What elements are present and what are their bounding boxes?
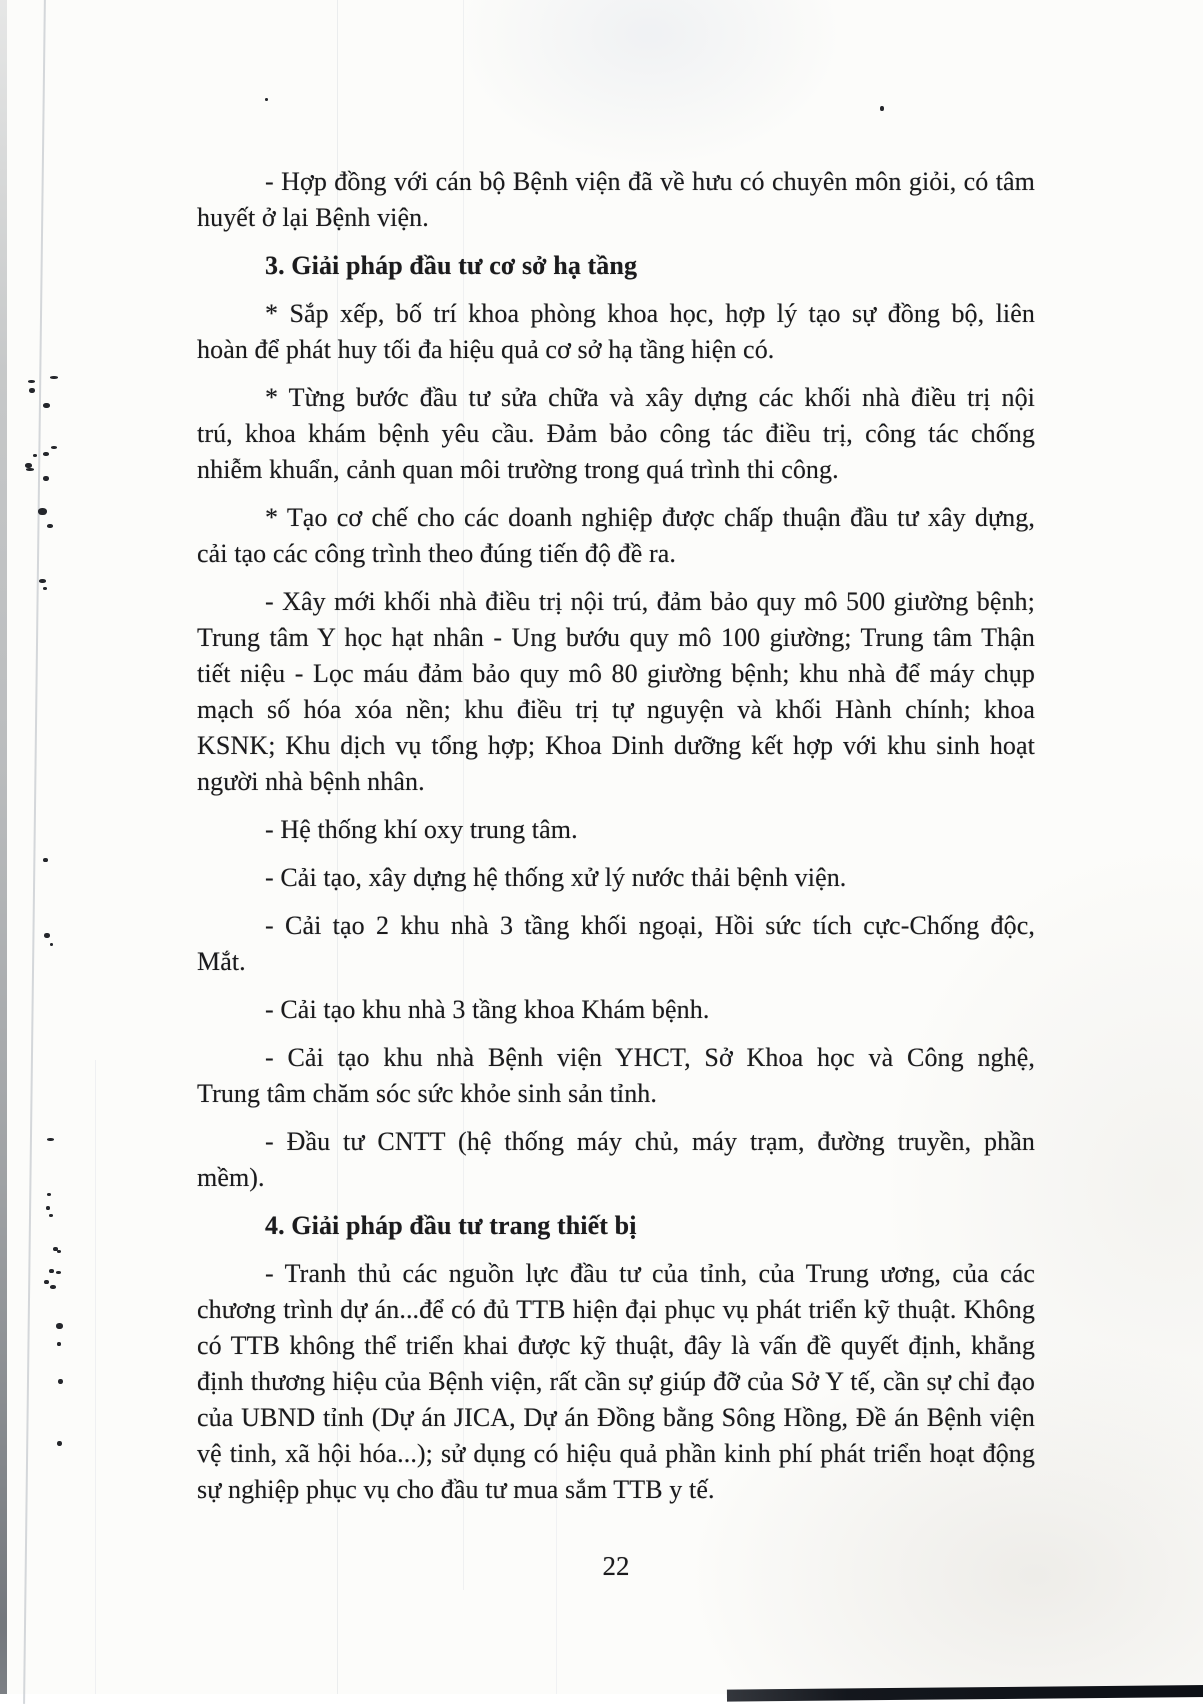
scan-speck <box>50 943 53 946</box>
scan-speck <box>28 380 35 383</box>
scan-speck <box>50 1285 56 1289</box>
paragraph <box>197 380 1035 488</box>
scan-speck <box>57 1250 61 1253</box>
text-line: * Từng bước đầu tư sửa chữa và xây dựng các khối nhà điều trị nội <box>265 383 1035 412</box>
text-line: - Hệ thống khí oxy trung tâm. <box>265 815 578 844</box>
text-line: 3. Giải pháp đầu tư cơ sở hạ tầng <box>265 251 638 280</box>
paragraph <box>197 860 1035 896</box>
paragraph <box>197 584 1035 800</box>
scan-speck <box>57 1441 62 1446</box>
scan-speck <box>44 933 50 938</box>
text-line: - Tranh thủ các nguồn lực đầu tư của tỉnh, của Trung ương, của các <box>265 1259 1035 1288</box>
section-heading <box>197 1208 1035 1244</box>
scan-speck <box>56 1323 63 1329</box>
text-line: định thương hiệu của Bệnh viện, rất cần sự giúp đỡ của Sở Y tế, cần sự chỉ đạo <box>197 1367 1035 1396</box>
paragraph <box>197 1124 1035 1196</box>
scan-speck <box>47 524 53 528</box>
scan-speck <box>57 1342 61 1346</box>
text-line: có TTB không thể triển khai được kỹ thuật, đây là vấn đề quyết định, khẳng <box>197 1331 1035 1360</box>
text-line: - Cải tạo khu nhà Bệnh viện YHCT, Sở Khoa học và Công nghệ, <box>265 1043 1035 1072</box>
scan-speck <box>47 1138 54 1141</box>
text-line: nhiễm khuẩn, cảnh quan môi trường trong quá trình thi công. <box>197 455 839 484</box>
scan-speck <box>33 454 37 457</box>
text-line: - Đầu tư CNTT (hệ thống máy chủ, máy trạm, đường truyền, phần <box>265 1127 1035 1156</box>
scan-speck <box>50 376 58 379</box>
text-line: mềm). <box>197 1163 265 1192</box>
text-line: * Sắp xếp, bố trí khoa phòng khoa học, hợp lý tạo sự đồng bộ, liên <box>265 299 1035 328</box>
scan-speck <box>43 452 49 456</box>
scan-speck <box>39 579 46 583</box>
footer-scan-bar <box>727 1685 1203 1702</box>
page-number: 22 <box>602 1551 630 1581</box>
scan-speck <box>43 858 48 862</box>
scan-speck <box>43 403 50 408</box>
scan-speck <box>26 468 34 471</box>
paragraph <box>197 1256 1035 1508</box>
paragraph <box>197 500 1035 572</box>
scan-speck <box>43 587 47 590</box>
text-line: Trung tâm chăm sóc sức khỏe sinh sản tỉnh. <box>197 1079 658 1108</box>
text-line: của UBND tỉnh (Dự án JICA, Dự án Đồng bằng Sông Hồng, Đề án Bệnh viện <box>197 1403 1035 1432</box>
text-line: người nhà bệnh nhân. <box>197 767 425 796</box>
paragraph <box>197 908 1035 980</box>
scan-speck <box>58 1379 63 1384</box>
page-edge-line <box>23 0 46 1704</box>
fold-line <box>95 1060 96 1694</box>
text-line: - Xây mới khối nhà điều trị nội trú, đảm bảo quy mô 500 giường bệnh; <box>265 587 1035 616</box>
scan-speck <box>43 476 49 481</box>
text-line: vệ tinh, xã hội hóa...); sử dụng có hiệu quả phần kinh phí phát triển hoạt động <box>197 1439 1035 1468</box>
paragraph <box>197 164 1035 236</box>
scan-speck <box>51 446 57 449</box>
text-line: - Hợp đồng với cán bộ Bệnh viện đã về hưu có chuyên môn giỏi, có tâm <box>265 167 1035 196</box>
text-line: hoàn để phát huy tối đa hiệu quả cơ sở hạ tầng hiện có. <box>197 335 775 364</box>
page-edge-shadow <box>0 0 7 1694</box>
scan-speck <box>49 1269 54 1273</box>
text-line: trú, khoa khám bệnh yêu cầu. Đảm bảo công tác điều trị, công tác chống <box>197 419 1035 448</box>
text-line: tiết niệu - Lọc máu đảm bảo quy mô 80 giường bệnh; khu nhà để máy chụp <box>197 659 1035 688</box>
scan-speck <box>56 1271 61 1274</box>
scan-speck <box>265 98 268 101</box>
document-body <box>197 164 1035 1508</box>
scan-speck <box>44 1280 49 1284</box>
text-line: - Cải tạo khu nhà 3 tầng khoa Khám bệnh. <box>265 995 710 1024</box>
paragraph <box>197 296 1035 368</box>
text-line: cải tạo các công trình theo đúng tiến độ đề ra. <box>197 539 677 568</box>
text-line: Trung tâm Y học hạt nhân - Ung bướu quy mô 100 giường; Trung tâm Thận <box>197 623 1035 652</box>
text-line: mạch số hóa xóa nền; khu điều trị tự nguyện và khối Hành chính; khoa <box>197 695 1035 724</box>
scan-speck <box>38 508 47 515</box>
section-heading <box>197 248 1035 284</box>
paragraph <box>197 1040 1035 1112</box>
scan-speck <box>46 1206 50 1210</box>
text-line: sự nghiệp phục vụ cho đầu tư mua sắm TTB y tế. <box>197 1475 715 1504</box>
paragraph <box>197 992 1035 1028</box>
scan-speck <box>49 1214 53 1217</box>
text-line: Mắt. <box>197 947 246 976</box>
text-line: 4. Giải pháp đầu tư trang thiết bị <box>265 1211 637 1240</box>
text-line: * Tạo cơ chế cho các doanh nghiệp được chấp thuận đầu tư xây dựng, <box>265 503 1035 532</box>
scan-speck <box>880 106 884 111</box>
text-line: - Cải tạo 2 khu nhà 3 tầng khối ngoại, Hồi sức tích cực-Chống độc, <box>265 911 1035 940</box>
text-line: KSNK; Khu dịch vụ tổng hợp; Khoa Dinh dưỡng kết hợp với khu sinh hoạt <box>197 731 1035 760</box>
text-line: huyết ở lại Bệnh viện. <box>197 203 429 232</box>
text-line: chương trình dự án...để có đủ TTB hiện đại phục vụ phát triển kỹ thuật. Không <box>197 1295 1035 1324</box>
paragraph <box>197 812 1035 848</box>
text-line: - Cải tạo, xây dựng hệ thống xử lý nước thải bệnh viện. <box>265 863 847 892</box>
scan-speck <box>47 1193 51 1196</box>
scan-speck <box>29 388 35 393</box>
